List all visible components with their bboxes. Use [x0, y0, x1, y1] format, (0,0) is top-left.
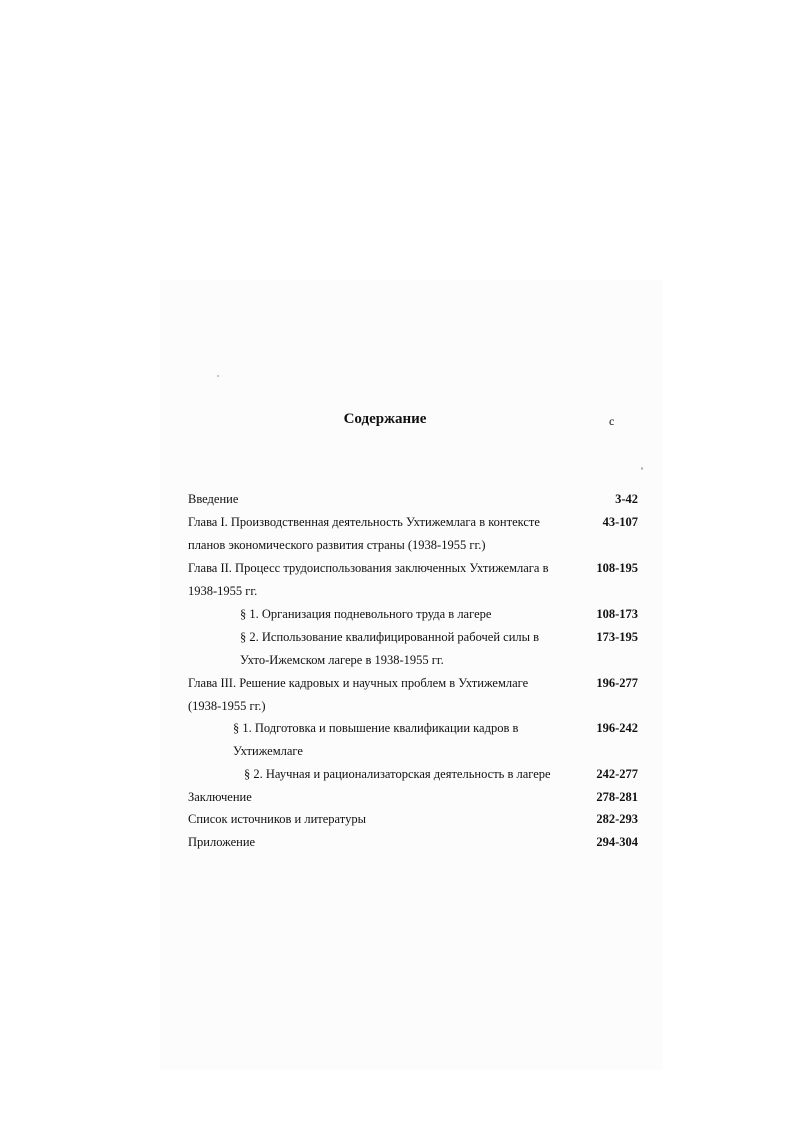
toc-entry-chapter-2: Глава II. Процесс трудоиспользования заключенных Ухтижемлага в — [188, 561, 549, 575]
toc-entry-ch2-section-1: § 1. Организация подневольного труда в лагере — [240, 607, 492, 621]
toc-entry-chapter-3-cont: (1938-1955 гг.) — [188, 699, 266, 713]
toc-entry-appendix: Приложение — [188, 835, 256, 849]
toc-pages-ch2-section-1: 108-173 — [596, 607, 638, 621]
toc-pages-appendix: 294-304 — [596, 835, 638, 849]
toc-entry-chapter-1-cont: планов экономического развития страны (1938-1955 гг.) — [188, 538, 486, 552]
toc-pages-ch3-section-2: 242-277 — [596, 767, 638, 781]
toc-entry-chapter-1: Глава I. Производственная деятельность Ухтижемлага в контексте — [188, 515, 540, 529]
toc-pages-bibliography: 282-293 — [596, 812, 638, 826]
toc-entry-introduction: Введение — [188, 492, 239, 506]
toc-pages-chapter-3: 196-277 — [596, 676, 638, 690]
toc-entry-ch2-section-2-cont: Ухто-Ижемском лагере в 1938-1955 гг. — [240, 653, 444, 667]
toc-entry-chapter-2-cont: 1938-1955 гг. — [188, 584, 258, 598]
page-column-header: с — [609, 414, 615, 428]
toc-entry-conclusion: Заключение — [188, 790, 252, 804]
toc-entry-ch3-section-1-cont: Ухтижемлаге — [233, 744, 303, 758]
toc-pages-conclusion: 278-281 — [596, 790, 638, 804]
toc-entry-ch3-section-2: § 2. Научная и рационализаторская деятельность в лагере — [244, 767, 551, 781]
toc-pages-ch2-section-2: 173-195 — [596, 630, 638, 644]
toc-pages-introduction: 3-42 — [615, 492, 638, 506]
toc-title: Содержание — [343, 411, 427, 427]
toc-entry-ch2-section-2: § 2. Использование квалифицированной рабочей силы в — [240, 630, 540, 644]
toc-entry-chapter-3: Глава III. Решение кадровых и научных проблем в Ухтижемлаге — [188, 676, 529, 690]
toc-pages-ch3-section-1: 196-242 — [596, 721, 638, 735]
toc-entry-bibliography: Список источников и литературы — [188, 812, 366, 826]
scan-speck — [217, 375, 219, 377]
toc-pages-chapter-1: 43-107 — [602, 515, 638, 529]
toc-pages-chapter-2: 108-195 — [596, 561, 638, 575]
toc-entry-ch3-section-1: § 1. Подготовка и повышение квалификации кадров в — [233, 721, 519, 735]
scan-speck — [641, 467, 643, 470]
